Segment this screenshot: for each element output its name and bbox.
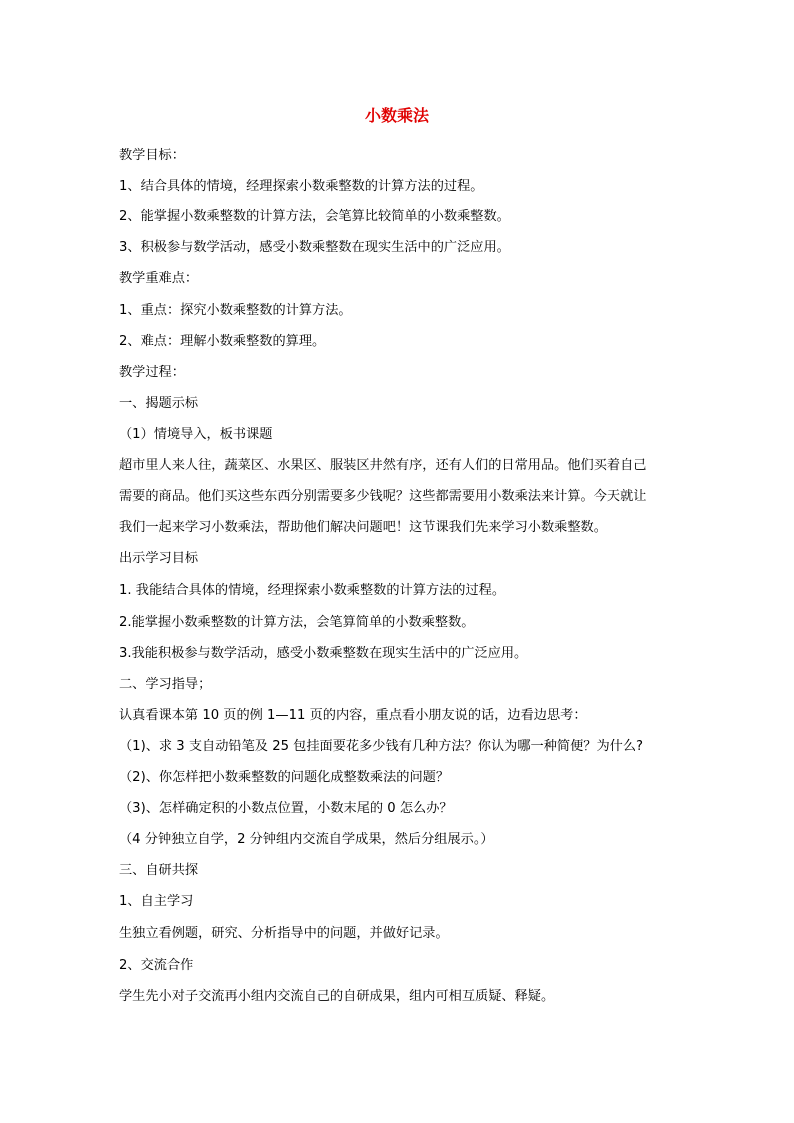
subsection-self-study: 1、自主学习 (119, 894, 194, 909)
goal-item-1: 1、结合具体的情境，经理探索小数乘整数的计算方法的过程。 (119, 179, 484, 194)
heading-teaching-goals: 教学目标： (119, 148, 185, 163)
key-point-2: 2、难点：理解小数乘整数的算理。 (119, 334, 326, 349)
heading-learning-goals: 出示学习目标 (119, 551, 199, 566)
paragraph-line: 超市里人来人往，蔬菜区、水果区、服装区井然有序，还有人们的日常用品。他们买着自己 (119, 458, 647, 473)
section-three-heading: 三、自研共探 (119, 863, 199, 878)
key-point-1: 1、重点：探究小数乘整数的计算方法。 (119, 303, 352, 318)
goal-item-3: 3、积极参与数学活动，感受小数乘整数在现实生活中的广泛应用。 (119, 240, 510, 255)
section-one-heading: 一、揭题示标 (119, 396, 199, 411)
paragraph-line: 需要的商品。他们买这些东西分别需要多少钱呢？这些都需要用小数乘法来计算。今天就让 (119, 489, 647, 504)
subsection-cooperation: 2、交流合作 (119, 958, 194, 973)
paragraph-line: 我们一起来学习小数乘法，帮助他们解决问题吧！这节课我们先来学习小数乘整数。 (119, 520, 607, 535)
learning-goal-3: 3.我能积极参与数学活动，感受小数乘整数在现实生活中的广泛应用。 (119, 646, 528, 661)
question-1: （1)、求 3 支自动铅笔及 25 包挂面要花多少钱有几种方法？你认为哪一种简便？为什么? (119, 739, 644, 754)
heading-teaching-process: 教学过程： (119, 365, 185, 380)
study-guide-instruction: 认真看课本第 10 页的例 1—11 页的内容，重点看小朋友说的话，边看边思考： (119, 708, 587, 723)
question-2: （2)、你怎样把小数乘整数的问题化成整数乘法的问题？ (119, 770, 450, 785)
cooperation-text: 学生先小对子交流再小组内交流自己的自研成果，组内可相互质疑、释疑。 (119, 989, 555, 1004)
learning-goal-2: 2.能掌握小数乘整数的计算方法，会笔算简单的小数乘整数。 (119, 615, 475, 630)
heading-key-points: 教学重难点： (119, 271, 199, 286)
subsection-situation-intro: （1）情境导入，板书课题 (119, 427, 273, 442)
self-study-text: 生独立看例题，研究、分析指导中的问题，并做好记录。 (119, 926, 449, 941)
question-3: （3)、怎样确定积的小数点位置，小数末尾的 0 怎么办？ (119, 801, 453, 816)
time-note: （4 分钟独立自学，2 分钟组内交流自学成果，然后分组展示。） (119, 832, 494, 847)
goal-item-2: 2、能掌握小数乘整数的计算方法，会笔算比较简单的小数乘整数。 (119, 209, 510, 224)
document-title: 小数乘法 (364, 106, 429, 125)
section-two-heading: 二、学习指导； (119, 677, 212, 692)
learning-goal-1: 1. 我能结合具体的情境，经理探索小数乘整数的计算方法的过程。 (119, 583, 506, 598)
